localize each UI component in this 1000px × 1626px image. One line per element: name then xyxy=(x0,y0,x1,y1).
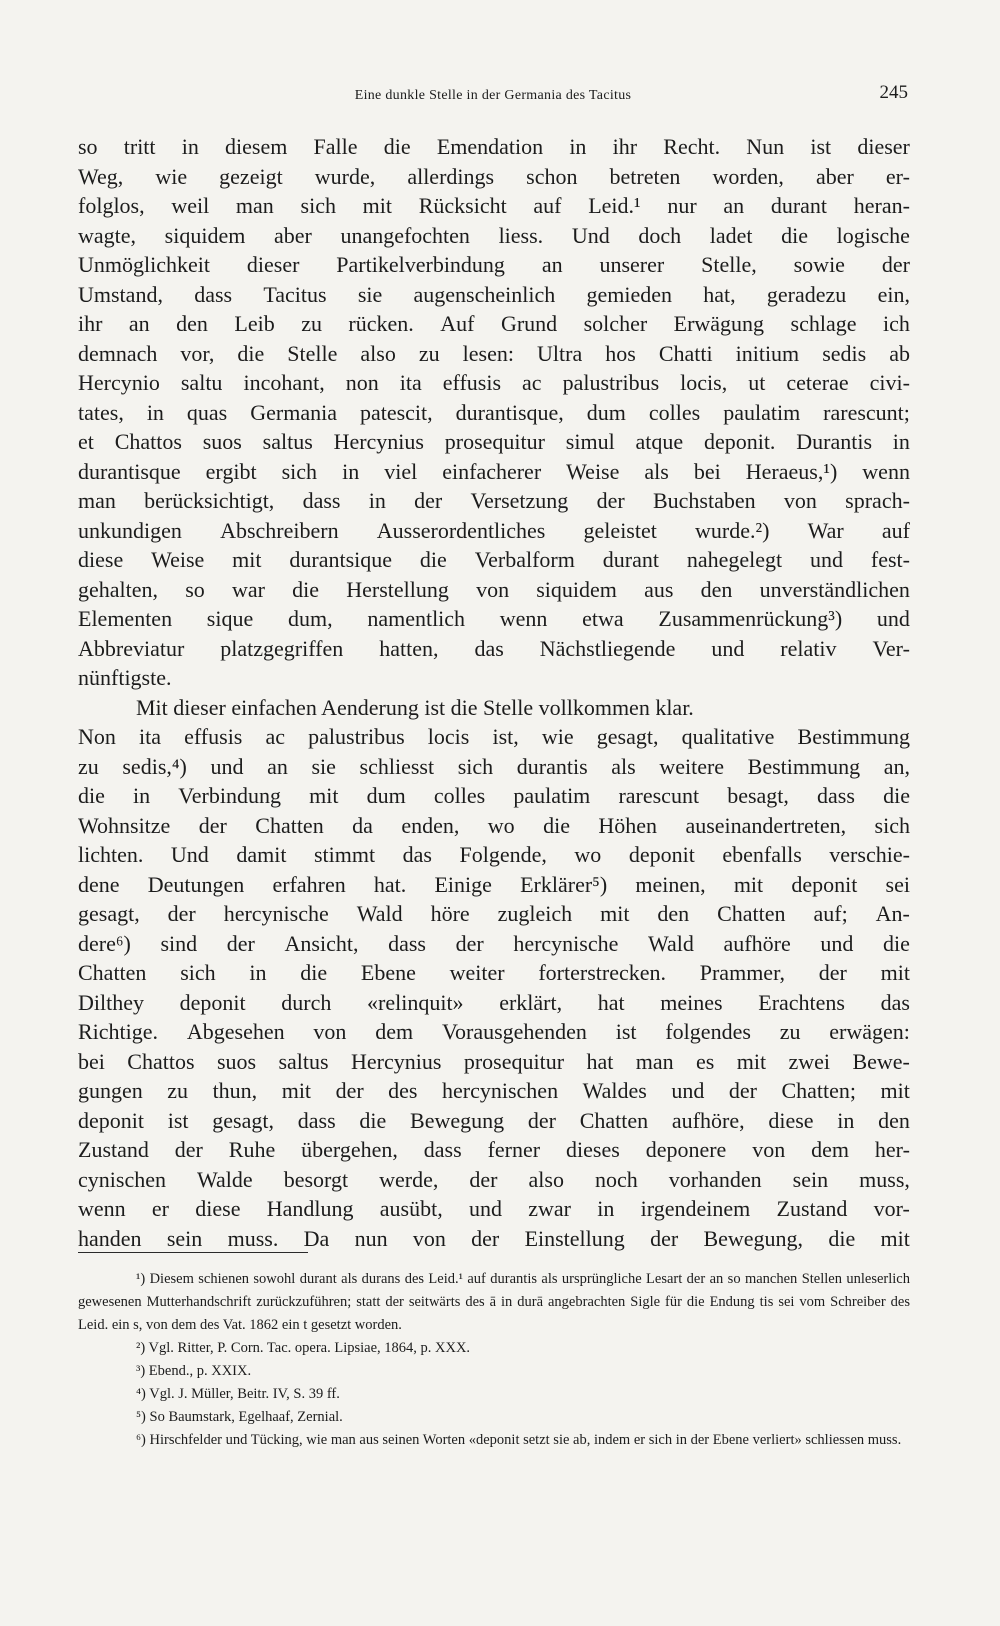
text-line: Non ita effusis ac palustribus locis ist, wie gesagt, qualitative Bestimmung xyxy=(78,724,910,749)
text-line: tates, in quas Germania patescit, durantisque, dum colles paulatim rarescunt; xyxy=(78,399,910,425)
text-line: Abbreviatur platzgegriffen hatten, das Nächstliegende und relativ Ver- xyxy=(78,635,910,661)
text-line: ihr an den Leib zu rücken. Auf Grund solcher Erwägung schlage ich xyxy=(78,311,910,336)
text-line: handen sein muss. Da nun von der Einstellung der Bewegung, die mit xyxy=(78,1225,910,1251)
page-header xyxy=(78,82,908,112)
text-line: Chatten sich in die Ebene weiter forterstrecken. Prammer, der mit xyxy=(78,960,910,985)
footnote: ⁵) So Baumstark, Egelhaaf, Zernial. xyxy=(136,1409,343,1425)
text-line: Elementen sique dum, namentlich wenn etwa Zusammenrückung³) und xyxy=(78,606,910,631)
text-line: Richtige. Abgesehen von dem Vorausgehenden ist folgendes zu erwägen: xyxy=(78,1019,910,1044)
text-line: bei Chattos suos saltus Hercynius prosequitur hat man es mit zwei Bewe- xyxy=(78,1048,910,1074)
text-line: unkundigen Abschreibern Ausserordentliches geleistet wurde.²) War auf xyxy=(78,517,910,543)
text-line: gesagt, der hercynische Wald höre zugleich mit den Chatten auf; An- xyxy=(78,901,910,926)
footnote-divider xyxy=(78,1252,308,1253)
text-line: Mit dieser einfachen Aenderung ist die Stelle vollkommen klar. xyxy=(136,694,694,720)
text-line: man berücksichtigt, dass in der Versetzung der Buchstaben von sprach- xyxy=(78,488,910,513)
footnote: ²) Vgl. Ritter, P. Corn. Tac. opera. Lipsiae, 1864, p. XXX. xyxy=(136,1340,471,1356)
text-line: folglos, weil man sich mit Rücksicht auf Leid.¹ nur an durant heran- xyxy=(78,193,910,218)
text-line: Unmöglichkeit dieser Partikelverbindung an unserer Stelle, sowie der xyxy=(78,252,910,277)
text-line: gehalten, so war die Herstellung von siquidem aus den unverständlichen xyxy=(78,576,910,602)
text-line: die in Verbindung mit dum colles paulatim rarescunt besagt, dass die xyxy=(78,783,910,808)
text-line: lichten. Und damit stimmt das Folgende, wo deponit ebenfalls verschie- xyxy=(78,842,910,867)
footnote: ³) Ebend., p. XXIX. xyxy=(136,1363,252,1379)
text-line: diese Weise mit durantsique die Verbalform durant nahegelegt und fest- xyxy=(78,547,910,572)
text-line: Hercynio saltu incohant, non ita effusis ac palustribus locis, ut ceterae civi- xyxy=(78,370,910,395)
text-line: dene Deutungen erfahren hat. Einige Erklärer⁵) meinen, mit deponit sei xyxy=(78,871,910,897)
text-line: Zustand der Ruhe übergehen, dass ferner dieses deponere von dem her- xyxy=(78,1137,910,1162)
footnote: ⁴) Vgl. J. Müller, Beitr. IV, S. 39 ff. xyxy=(136,1386,340,1402)
footnotes xyxy=(78,1268,910,1452)
text-line: wagte, siquidem aber unangefochten liess. Und doch ladet die logische xyxy=(78,222,910,248)
footnote: ¹) Diesem schienen sowohl durant als durans des Leid.¹ auf durantis als ursprüngliche Lesart der an so manchen Stellen unleserlich gewesenen Mutterhandschrift zurückzuführen; statt der seitwärts des ā in durā angebrachten Sigle für die Endung tis sei vom Schreiber des Leid. ein s, von dem des Vat. 1862 ein t gesetzt worden. xyxy=(78,1271,910,1333)
text-line: Wohnsitze der Chatten da enden, wo die Höhen auseinandertreten, sich xyxy=(78,812,910,838)
text-line: deponit ist gesagt, dass die Bewegung der Chatten aufhöre, diese in den xyxy=(78,1107,910,1133)
main-text xyxy=(78,132,910,1253)
text-line: Dilthey deponit durch «relinquit» erklärt, hat meines Erachtens das xyxy=(78,989,910,1015)
text-line: demnach vor, die Stelle also zu lesen: Ultra hos Chatti initium sedis ab xyxy=(78,340,910,366)
text-line: so tritt in diesem Falle die Emendation in ihr Recht. Nun ist dieser xyxy=(78,134,910,159)
text-line: nünftigste. xyxy=(78,665,172,690)
text-line: Umstand, dass Tacitus sie augenscheinlich gemieden hat, geradezu ein, xyxy=(78,281,910,307)
text-line: cynischen Walde besorgt werde, der also noch vorhanden sein muss, xyxy=(78,1166,910,1192)
text-line: et Chattos suos saltus Hercynius prosequitur simul atque deponit. Durantis in xyxy=(78,429,910,454)
text-line: gungen zu thun, mit der des hercynischen Waldes und der Chatten; mit xyxy=(78,1078,910,1103)
footnote: ⁶) Hirschfelder und Tücking, wie man aus seinen Worten «deponit setzt sie ab, indem er sich in der Ebene verliert» schliessen muss. xyxy=(136,1432,902,1448)
text-line: dere⁶) sind der Ansicht, dass der hercynische Wald aufhöre und die xyxy=(78,930,910,956)
running-title: Eine dunkle Stelle in der Germania des Tacitus xyxy=(354,88,632,103)
text-line: zu sedis,⁴) und an sie schliesst sich durantis als weitere Bestimmung an, xyxy=(78,753,910,779)
page-number: 245 xyxy=(879,82,908,103)
text-line: wenn er diese Handlung ausübt, und zwar in irgendeinem Zustand vor- xyxy=(78,1196,910,1221)
text-line: durantisque ergibt sich in viel einfacherer Weise als bei Heraeus,¹) wenn xyxy=(78,458,910,484)
text-line: Weg, wie gezeigt wurde, allerdings schon betreten worden, aber er- xyxy=(78,163,910,189)
